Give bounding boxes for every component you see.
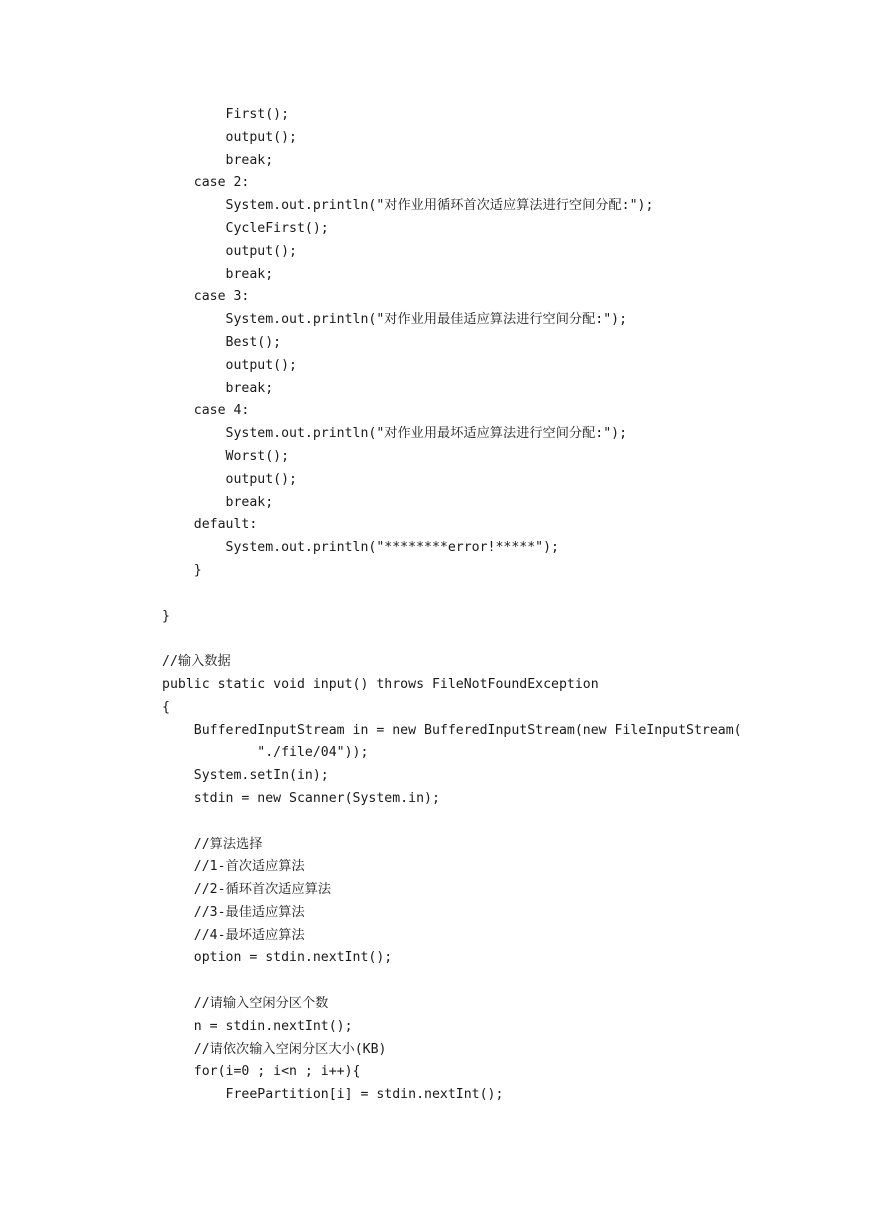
- code-line: case 3:: [162, 289, 250, 305]
- code-line: First();: [162, 107, 290, 122]
- code-line: public static void input() throws FileNotFoundException: [162, 676, 599, 692]
- code-line: [162, 628, 742, 651]
- code-line: System.out.println("对作业用循环首次适应算法进行空间分配:");: [162, 198, 654, 214]
- code-line: output();: [162, 129, 297, 145]
- code-line: output();: [162, 471, 297, 487]
- code-line: default:: [162, 517, 258, 533]
- code-line: Worst();: [162, 448, 290, 464]
- code-line: //输入数据: [162, 654, 231, 670]
- code-line: break;: [162, 494, 274, 510]
- code-line: }: [162, 562, 202, 578]
- code-line: {: [162, 699, 170, 715]
- code-line: option = stdin.nextInt();: [162, 950, 393, 966]
- code-line: output();: [162, 243, 297, 259]
- code-line: stdin = new Scanner(System.in);: [162, 790, 440, 806]
- code-line: }: [162, 608, 170, 624]
- code-line: System.out.println("对作业用最坏适应算法进行空间分配:");: [162, 426, 628, 442]
- code-line: //2-循环首次适应算法: [162, 882, 332, 898]
- code-line: System.out.println("对作业用最佳适应算法进行空间分配:");: [162, 312, 628, 328]
- code-line: [162, 811, 742, 834]
- code-line: n = stdin.nextInt();: [162, 1018, 353, 1034]
- code-line: System.out.println("********error!*****");: [162, 540, 559, 556]
- code-line: "./file/04"));: [162, 745, 369, 761]
- code-line: BufferedInputStream in = new BufferedInputStream(new FileInputStream(: [162, 722, 742, 738]
- code-block: [162, 104, 742, 1107]
- code-line: for(i=0 ; i<n ; i++){: [162, 1064, 361, 1080]
- code-line: break;: [162, 152, 274, 168]
- code-line: output();: [162, 357, 297, 373]
- code-line: //3-最佳适应算法: [162, 904, 305, 920]
- code-line: //4-最坏适应算法: [162, 927, 305, 943]
- code-line: case 4:: [162, 403, 250, 419]
- code-line: break;: [162, 266, 274, 282]
- code-line: //请依次输入空闲分区大小(KB): [162, 1041, 387, 1057]
- code-line: break;: [162, 380, 274, 396]
- code-line: System.setIn(in);: [162, 768, 329, 784]
- code-line: //算法选择: [162, 836, 263, 852]
- code-line: //请输入空闲分区个数: [162, 996, 329, 1012]
- code-line: FreePartition[i] = stdin.nextInt();: [162, 1087, 504, 1103]
- code-line: case 2:: [162, 175, 250, 191]
- code-line: //1-首次适应算法: [162, 859, 305, 875]
- code-line: CycleFirst();: [162, 220, 329, 236]
- code-line: Best();: [162, 334, 282, 350]
- code-line: [162, 583, 742, 606]
- code-line: [162, 970, 742, 993]
